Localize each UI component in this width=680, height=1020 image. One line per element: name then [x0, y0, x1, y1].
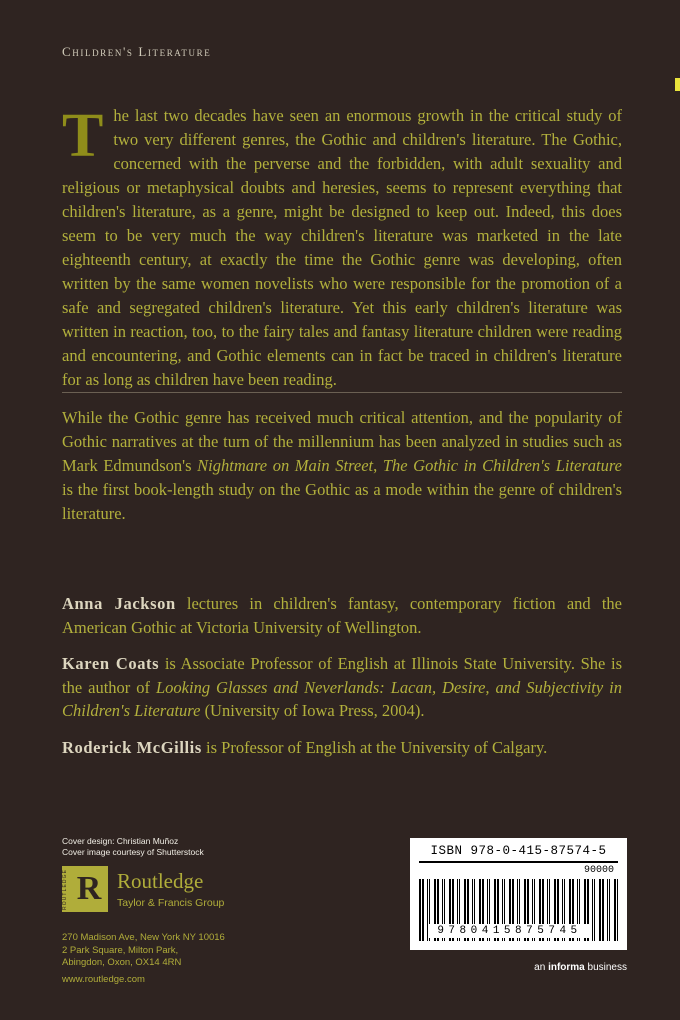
- address-line: Abingdon, Oxon, OX14 4RN: [62, 957, 182, 968]
- publisher-address-block: [62, 932, 225, 986]
- cover-design-credit: Cover design: Christian Muñoz: [62, 836, 179, 846]
- synopsis-paragraph-2: While the Gothic genre has received much critical attention, and the popularity of Gothic narratives at the turn of the millennium has been analyzed in studies such as Mark Edmundson's Nightmare on Main Street, The Gothic in Children's Literature is the first book-length study on the Gothic as a mode within the genre of children's literature.: [62, 392, 622, 526]
- synopsis-paragraph-1-text: he last two decades have seen an enormous growth in the critical study of two very different genres, the Gothic and children's literature. The Gothic, concerned with the perverse and the forbidden, with adult sexuality and religious or metaphysical doubts and heresies, seems to represent everything that children's literature, as a genre, might be designed to keep out. Indeed, this does seem to be very much the way children's literature was marketed in the late eighteenth century, at exactly the time the Gothic genre was developing, often written by the same women novelists who were responsible for the promotion of a safe and segregated children's literature. Yet this early children's literature was written in reaction, too, to the fairy tales and fantasy literature children were reading and encountering, and Gothic elements can in fact be traced in children's literature for as long as children have been reading.: [62, 106, 622, 389]
- synopsis: [62, 104, 622, 526]
- routledge-vertical-text: ROUTLEDGE: [62, 868, 68, 910]
- author-bio-anna-jackson: [62, 592, 622, 639]
- this-book-title: The Gothic in Children's Literature: [382, 456, 622, 475]
- synopsis-paragraph-1: [62, 104, 622, 392]
- cited-book-title: Looking Glasses and Neverlands: Lacan, Desire, and Subjectivity in Children's Literature: [62, 677, 623, 720]
- author-bio-roderick-mcgillis: [62, 736, 622, 760]
- author-name: Anna Jackson: [62, 594, 176, 613]
- informa-business-line: an informa business: [534, 962, 627, 973]
- drop-cap: T: [62, 102, 104, 170]
- publisher-tagline: Taylor & Francis Group: [117, 897, 225, 909]
- author-bio-karen-coats: [62, 652, 622, 723]
- barcode-panel: [410, 838, 627, 950]
- routledge-r-initial: R: [76, 870, 102, 907]
- price-code: 90000: [583, 865, 614, 876]
- author-bio-text: (University of Iowa Press, 2004).: [200, 701, 425, 720]
- routledge-logo-icon: [62, 866, 108, 912]
- author-bio-text: is Professor of English at the University of Calgary.: [201, 737, 548, 757]
- isbn-label: ISBN 978-0-415-87574-5: [419, 844, 618, 863]
- address-line: 2 Park Square, Milton Park,: [62, 944, 179, 956]
- routledge-logo: [62, 866, 224, 912]
- publisher-website: www.routledge.com: [62, 973, 145, 985]
- cover-image-credit: Cover image courtesy of Shutterstock: [62, 847, 204, 857]
- edge-print-mark: [675, 78, 680, 91]
- address-line: 270 Madison Ave, New York NY 10016: [62, 932, 225, 943]
- barcode-bars: [419, 879, 618, 941]
- author-name: Karen Coats: [62, 654, 160, 673]
- author-bio-text: is Associate Professor of English at Illinois State University. She is the author of: [62, 654, 622, 697]
- author-name: Roderick McGillis: [62, 737, 202, 757]
- cover-credits: [62, 836, 204, 858]
- book-title-reference: Nightmare on Main Street: [197, 456, 374, 475]
- barcode-digits: 9780415875745: [429, 924, 590, 938]
- author-bio-text: lectures in children's fantasy, contemporary fiction and the American Gothic at Victoria University of Wellington.: [62, 594, 622, 637]
- author-bios: [62, 592, 622, 772]
- publisher-brand-name: Routledge: [117, 869, 204, 893]
- informa-brand: informa: [548, 962, 585, 973]
- category-label: Children's Literature: [62, 44, 212, 59]
- routledge-wordmark: [117, 869, 224, 909]
- synopsis-paragraph-2-text: While the Gothic genre has received much critical attention, and the popularity of Gothic narratives at the turn of the millennium has been analyzed in studies such as Mark Edmundson's: [62, 408, 622, 475]
